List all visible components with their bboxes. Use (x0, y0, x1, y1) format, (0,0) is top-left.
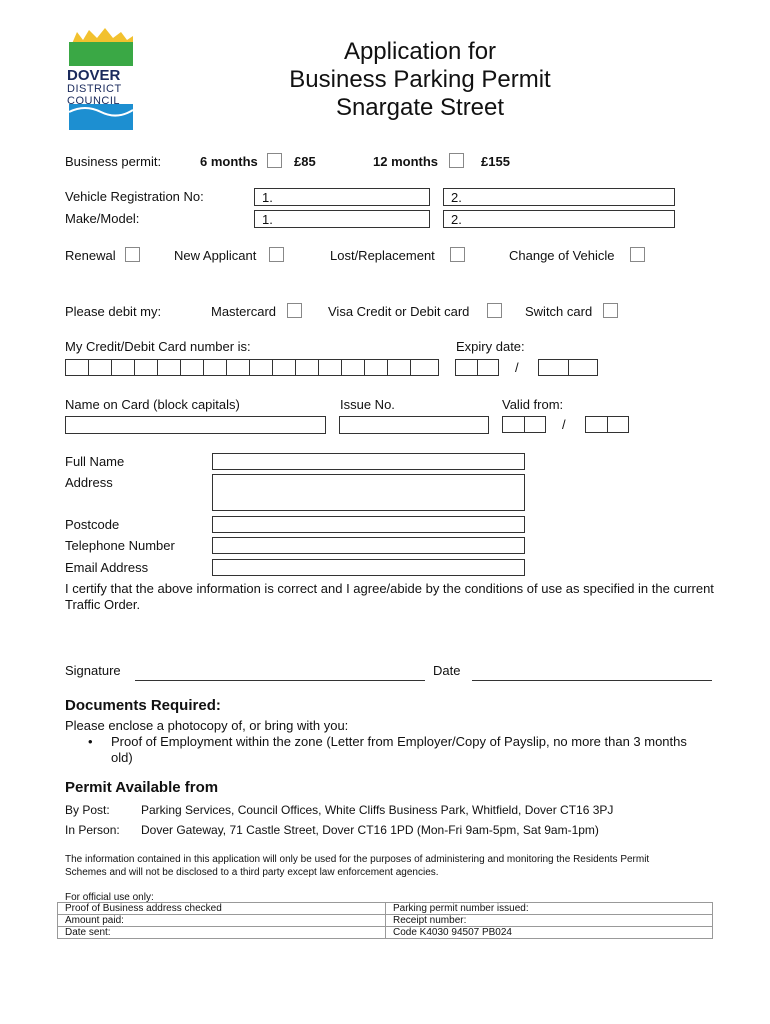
twelve-months-price: £155 (481, 154, 510, 169)
table-cell: Receipt number: (386, 915, 713, 927)
documents-heading: Documents Required: (65, 697, 221, 714)
postcode-field[interactable] (212, 516, 525, 533)
title-line-2: Business Parking Permit (289, 66, 551, 93)
valid-digit-box[interactable] (607, 416, 629, 433)
vehicle-reg-label: Vehicle Registration No: (65, 189, 204, 204)
issue-no-label: Issue No. (340, 397, 395, 412)
available-heading: Permit Available from (65, 779, 219, 796)
email-field[interactable] (212, 559, 525, 576)
make-model-label: Make/Model: (65, 211, 140, 226)
change-of-vehicle-checkbox[interactable] (630, 247, 645, 262)
expiry-slash: / (515, 360, 519, 375)
renewal-checkbox[interactable] (125, 247, 140, 262)
signature-line[interactable] (135, 680, 425, 681)
logo-green-band (69, 42, 133, 66)
date-label: Date (433, 663, 461, 678)
privacy-notice: The information contained in this application will only be used for the purposes of administering and monitoring the Residents Permit Schemes and will not be disclosed to a third party except law enforcement agencies. (65, 854, 650, 878)
card-digit-box[interactable] (226, 359, 250, 376)
card-digit-box[interactable] (387, 359, 411, 376)
telephone-label: Telephone Number (65, 538, 175, 553)
business-permit-label: Business permit: (65, 154, 162, 169)
card-digit-box[interactable] (157, 359, 181, 376)
certification-text: I certify that the above information is correct and I agree/abide by the conditions of use as specified in the current Traffic Order. (65, 581, 714, 612)
issue-no-field[interactable] (339, 416, 489, 434)
address-field[interactable] (212, 474, 525, 511)
switch-checkbox[interactable] (603, 303, 618, 318)
table-row (58, 903, 713, 915)
table-row (58, 915, 713, 927)
twelve-months-checkbox[interactable] (449, 153, 464, 168)
valid-from-month-field[interactable] (502, 416, 546, 433)
bullet-icon: • (88, 734, 93, 749)
six-months-label: 6 months (200, 154, 258, 169)
vehicle-reg-1-field[interactable] (254, 188, 430, 206)
lost-replacement-label: Lost/Replacement (330, 248, 435, 263)
postcode-label: Postcode (65, 517, 120, 532)
make-model-1-prefix: 1. (262, 212, 273, 227)
card-digit-box[interactable] (180, 359, 204, 376)
card-digit-box[interactable] (341, 359, 365, 376)
card-digit-box[interactable] (364, 359, 388, 376)
expiry-digit-box[interactable] (568, 359, 598, 376)
make-model-2-field[interactable] (443, 210, 675, 228)
expiry-digit-box[interactable] (455, 359, 478, 376)
telephone-field[interactable] (212, 537, 525, 554)
table-cell: Date sent: (58, 927, 386, 939)
visa-checkbox[interactable] (487, 303, 502, 318)
card-digit-box[interactable] (249, 359, 273, 376)
in-person-label: In Person: (65, 823, 120, 837)
page-title (270, 38, 570, 122)
switch-label: Switch card (525, 304, 593, 319)
card-number-label: My Credit/Debit Card number is: (65, 339, 251, 354)
expiry-digit-box[interactable] (538, 359, 569, 376)
table-row (58, 927, 713, 939)
valid-digit-box[interactable] (585, 416, 608, 433)
email-label: Email Address (65, 560, 149, 575)
name-on-card-field[interactable] (65, 416, 326, 434)
expiry-label: Expiry date: (456, 339, 525, 354)
lost-replacement-checkbox[interactable] (450, 247, 465, 262)
expiry-digit-box[interactable] (477, 359, 499, 376)
card-digit-box[interactable] (65, 359, 89, 376)
six-months-checkbox[interactable] (267, 153, 282, 168)
full-name-field[interactable] (212, 453, 525, 470)
card-digit-box[interactable] (88, 359, 112, 376)
date-line[interactable] (472, 680, 712, 681)
official-use-heading: For official use only: (65, 892, 154, 903)
change-of-vehicle-label: Change of Vehicle (509, 248, 615, 263)
expiry-year-field[interactable] (538, 359, 598, 376)
card-digit-box[interactable] (203, 359, 227, 376)
address-label: Address (65, 475, 113, 490)
table-cell: Parking permit number issued: (386, 903, 713, 915)
vehicle-reg-1-prefix: 1. (262, 190, 273, 205)
logo-text-council: COUNCIL (67, 95, 121, 107)
table-cell: Code K4030 94507 PB024 (386, 927, 713, 939)
official-use-table (57, 902, 713, 939)
card-digit-box[interactable] (111, 359, 135, 376)
visa-label: Visa Credit or Debit card (328, 304, 470, 319)
full-name-label: Full Name (65, 454, 125, 469)
renewal-label: Renewal (65, 248, 116, 263)
logo-text-district: DISTRICT (67, 83, 122, 95)
card-digit-box[interactable] (318, 359, 342, 376)
card-digit-box[interactable] (295, 359, 319, 376)
valid-from-label: Valid from: (502, 397, 564, 412)
table-cell: Amount paid: (58, 915, 386, 927)
card-digit-box[interactable] (134, 359, 158, 376)
council-logo (67, 28, 135, 132)
by-post-address: Parking Services, Council Offices, White Cliffs Business Park, Whitfield, Dover CT16 3PJ (141, 803, 614, 817)
mastercard-checkbox[interactable] (287, 303, 302, 318)
vehicle-reg-2-prefix: 2. (451, 190, 462, 205)
six-months-price: £85 (294, 154, 316, 169)
title-line-1: Application for (343, 38, 497, 65)
valid-digit-box[interactable] (524, 416, 546, 433)
table-cell: Proof of Business address checked (58, 903, 386, 915)
by-post-label: By Post: (65, 803, 110, 817)
title-line-3: Snargate Street (335, 94, 505, 121)
card-number-field[interactable] (65, 359, 439, 376)
new-applicant-checkbox[interactable] (269, 247, 284, 262)
new-applicant-label: New Applicant (174, 248, 257, 263)
valid-digit-box[interactable] (502, 416, 525, 433)
card-digit-box[interactable] (410, 359, 439, 376)
make-model-1-field[interactable] (254, 210, 430, 228)
logo-text-dover: DOVER (67, 67, 121, 84)
mastercard-label: Mastercard (211, 304, 277, 319)
in-person-address: Dover Gateway, 71 Castle Street, Dover CT16 1PD (Mon-Fri 9am-5pm, Sat 9am-1pm) (141, 823, 599, 837)
name-on-card-label: Name on Card (block capitals) (65, 397, 240, 412)
documents-intro: Please enclose a photocopy of, or bring with you: (65, 718, 349, 733)
make-model-2-prefix: 2. (451, 212, 462, 227)
signature-label: Signature (65, 663, 121, 678)
card-digit-box[interactable] (272, 359, 296, 376)
valid-from-year-field[interactable] (585, 416, 629, 433)
debit-label: Please debit my: (65, 304, 162, 319)
valid-from-slash: / (562, 417, 566, 432)
documents-bullet-text: Proof of Employment within the zone (Letter from Employer/Copy of Payslip, no more than 3 months old) (111, 734, 687, 765)
twelve-months-label: 12 months (373, 154, 439, 169)
expiry-month-field[interactable] (455, 359, 499, 376)
vehicle-reg-2-field[interactable] (443, 188, 675, 206)
